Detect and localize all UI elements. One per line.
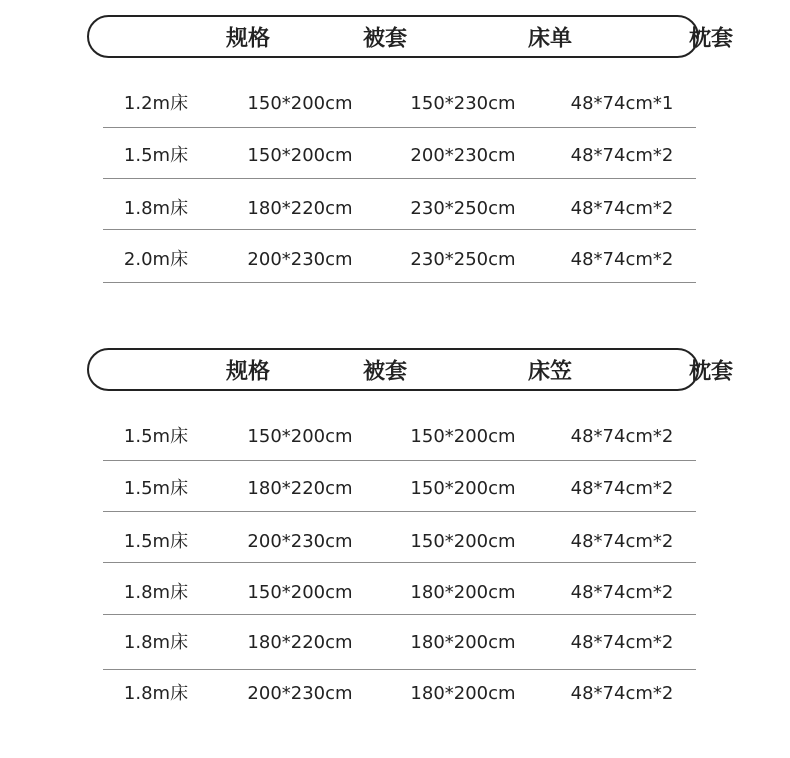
- cell-spec: 1.8m床: [123, 632, 189, 653]
- table-row: [0, 532, 790, 552]
- row-divider: [103, 562, 696, 563]
- row-divider: [103, 511, 696, 512]
- cell-duvet: 150*200cm: [247, 93, 353, 114]
- row-divider: [103, 229, 696, 230]
- cell-sheet: 230*250cm: [410, 249, 516, 270]
- cell-fitted: 150*200cm: [410, 426, 516, 447]
- table-row: [0, 250, 790, 270]
- cell-sheet: 150*230cm: [410, 93, 516, 114]
- header-pillowcase: 枕套: [688, 359, 734, 384]
- cell-spec: 1.8m床: [123, 198, 189, 219]
- table-row: [0, 684, 790, 704]
- cell-spec: 1.5m床: [123, 426, 189, 447]
- cell-fitted: 180*200cm: [410, 683, 516, 704]
- cell-pillow: 48*74cm*2: [570, 198, 674, 219]
- cell-sheet: 200*230cm: [410, 145, 516, 166]
- table-row: [0, 427, 790, 447]
- cell-pillow: 48*74cm*2: [570, 683, 674, 704]
- cell-pillow: 48*74cm*2: [570, 632, 674, 653]
- cell-duvet: 150*200cm: [247, 426, 353, 447]
- table-row: [0, 479, 790, 499]
- cell-spec: 1.8m床: [123, 683, 189, 704]
- table-row: [0, 199, 790, 219]
- row-divider: [103, 127, 696, 128]
- cell-pillow: 48*74cm*2: [570, 478, 674, 499]
- cell-pillow: 48*74cm*2: [570, 249, 674, 270]
- cell-fitted: 180*200cm: [410, 582, 516, 603]
- header-duvet-cover: 被套: [362, 26, 408, 51]
- header-spec: 规格: [225, 359, 271, 384]
- cell-duvet: 150*200cm: [247, 145, 353, 166]
- header-spec: 规格: [225, 26, 271, 51]
- cell-duvet: 200*230cm: [247, 249, 353, 270]
- cell-spec: 1.8m床: [123, 582, 189, 603]
- table-row: [0, 583, 790, 603]
- header-fitted-sheet: 床笠: [527, 359, 573, 384]
- row-divider: [103, 460, 696, 461]
- cell-spec: 1.5m床: [123, 531, 189, 552]
- row-divider: [103, 669, 696, 670]
- row-divider: [103, 282, 696, 283]
- table-row: [0, 94, 790, 114]
- cell-pillow: 48*74cm*2: [570, 531, 674, 552]
- cell-pillow: 48*74cm*2: [570, 426, 674, 447]
- cell-duvet: 180*220cm: [247, 632, 353, 653]
- cell-duvet: 180*220cm: [247, 198, 353, 219]
- row-divider: [103, 178, 696, 179]
- header-pillowcase: 枕套: [688, 26, 734, 51]
- cell-duvet: 200*230cm: [247, 683, 353, 704]
- table-header: [87, 348, 734, 391]
- cell-duvet: 150*200cm: [247, 582, 353, 603]
- cell-fitted: 150*200cm: [410, 478, 516, 499]
- table-header: [87, 15, 734, 58]
- header-bed-sheet: 床单: [527, 26, 573, 51]
- cell-spec: 1.5m床: [123, 145, 189, 166]
- cell-fitted: 150*200cm: [410, 531, 516, 552]
- cell-pillow: 48*74cm*2: [570, 582, 674, 603]
- cell-duvet: 180*220cm: [247, 478, 353, 499]
- cell-duvet: 200*230cm: [247, 531, 353, 552]
- cell-spec: 1.2m床: [123, 93, 189, 114]
- table-row: [0, 633, 790, 653]
- row-divider: [103, 614, 696, 615]
- cell-spec: 2.0m床: [123, 249, 189, 270]
- cell-spec: 1.5m床: [123, 478, 189, 499]
- cell-sheet: 230*250cm: [410, 198, 516, 219]
- cell-pillow: 48*74cm*2: [570, 145, 674, 166]
- cell-fitted: 180*200cm: [410, 632, 516, 653]
- header-duvet-cover: 被套: [362, 359, 408, 384]
- cell-pillow: 48*74cm*1: [570, 93, 674, 114]
- table-row: [0, 146, 790, 166]
